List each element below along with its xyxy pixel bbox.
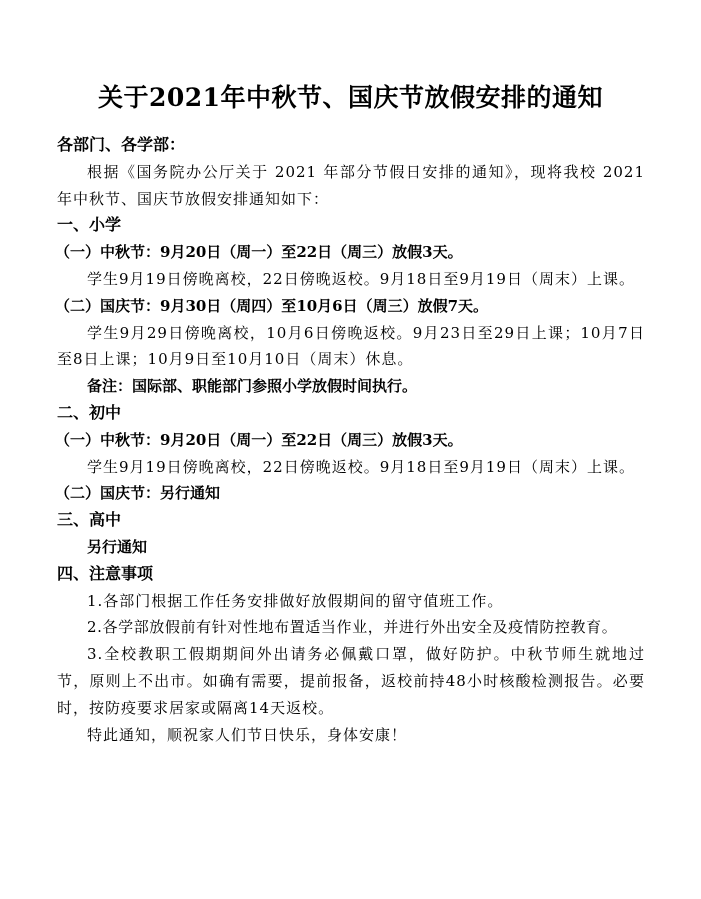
document-body bbox=[57, 132, 645, 748]
salutation: 各部门、各学部： bbox=[57, 135, 186, 154]
section-heading-junior: 二、初中 bbox=[57, 402, 122, 422]
section-heading-senior: 三、高中 bbox=[57, 510, 122, 530]
document-title: 关于2021年中秋节、国庆节放假安排的通知 bbox=[97, 83, 604, 112]
subheading-primary-national: （二）国庆节：9月30日（周四）至10月6日（周三）放假7天。 bbox=[55, 296, 489, 315]
notice-point-2: 2.各学部放假前有针对性地布置适当作业，并进行外出安全及疫情防控教育。 bbox=[87, 618, 618, 637]
notice-point-1: 1.各部门根据工作任务安排做好放假期间的留守值班工作。 bbox=[87, 591, 504, 610]
subheading-junior-midautumn: （一）中秋节：9月20日（周一）至22日（周三）放假3天。 bbox=[55, 430, 463, 449]
body-junior-midautumn: 学生9月19日傍晚离校，22日傍晚返校。9月18日至9月19日（周末）上课。 bbox=[87, 457, 635, 476]
subheading-junior-national: （二）国庆节：另行通知 bbox=[55, 484, 221, 503]
section-heading-primary: 一、小学 bbox=[57, 215, 122, 235]
note-primary: 备注：国际部、职能部门参照小学放假时间执行。 bbox=[87, 377, 418, 396]
subheading-primary-midautumn: （一）中秋节：9月20日（周一）至22日（周三）放假3天。 bbox=[55, 243, 463, 262]
note-senior: 另行通知 bbox=[87, 537, 148, 556]
notice-point-3: 3.全校教职工假期期间外出请务必佩戴口罩，做好防护。中秋节师生就地过节，原则上不出市。如确有需要，提前报备，返校前持48小时核酸检测报告。必要时，按防疫要求居家或隔离14天返校。 bbox=[57, 645, 645, 717]
section-heading-notes: 四、注意事项 bbox=[57, 563, 154, 583]
closing-line: 特此通知，顺祝家人们节日快乐，身体安康！ bbox=[87, 725, 408, 744]
body-primary-midautumn: 学生9月19日傍晚离校，22日傍晚返校。9月18日至9月19日（周末）上课。 bbox=[87, 269, 635, 288]
intro-paragraph: 根据《国务院办公厅关于 2021 年部分节假日安排的通知》，现将我校 2021 年中秋节、国庆节放假安排通知如下： bbox=[57, 162, 645, 208]
body-primary-national: 学生9月29日傍晚离校，10月6日傍晚返校。9月23日至29日上课；10月7日至8日上课；10月9日至10月10日（周末）休息。 bbox=[57, 323, 645, 369]
